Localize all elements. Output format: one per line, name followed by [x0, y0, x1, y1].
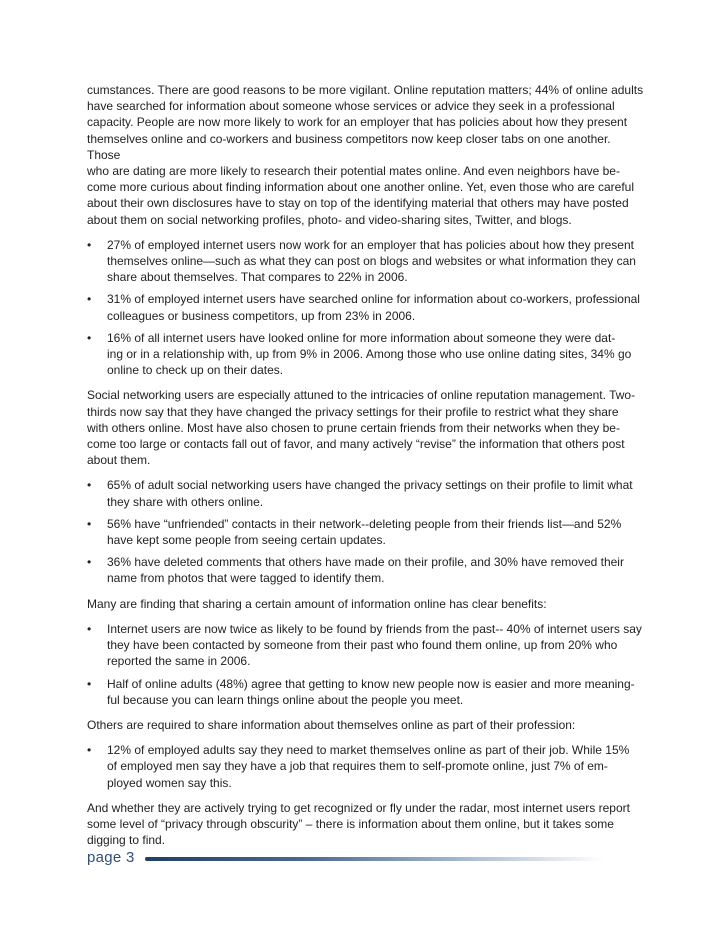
list-item-text: 36% have deleted comments that others have made on their profile, and 30% have removed their name from photos that were tagged to identify them. [107, 555, 624, 586]
bullet-list-2 [87, 477, 647, 586]
list-item-text: 31% of employed internet users have searched online for information about co-workers, professional colleagues or business competitors, up from 23% in 2006. [107, 292, 640, 323]
page-footer [87, 849, 647, 869]
list-item-text: Internet users are now twice as likely to be found by friends from the past-- 40% of internet users say they have been contacted by someone from their past who found them online, up from 20% who reported the same in 2006. [107, 621, 642, 669]
bullet-icon: • [87, 555, 92, 570]
list-item-text: 65% of adult social networking users have changed the privacy settings on their profile to limit what they share with others online. [107, 478, 633, 509]
list-item-text: 27% of employed internet users now work for an employer that has policies about how they present themselves online—such as what they can post on blogs and websites or what information they can share about themselves. That compares to 22% in 2006. [107, 237, 636, 285]
paragraph-4: Others are required to share information about themselves online as part of their profession: [87, 717, 576, 732]
list-item-text: 16% of all internet users have looked online for more information about someone they were dat- ing or in a relationship with, up from 9% in 2006. Among those who use online dating sites, 34% go online to check up on their dates. [107, 330, 632, 378]
paragraph-1: cumstances. There are good reasons to be more vigilant. Online reputation matters; 44% of online adults have searched for information about someone whose services or advice they seek in a professional capacity. People are now more likely to work for an employer that has policies about how they present themselves online and co-workers and business competitors now keep closer tabs on one another. Those who are dating are more likely to research their potential mates online. And even neighbors have be- come more curious about finding information about one another online. Yet, even those who are careful about their own disclosures have to stay on top of the identifying material that others may have posted about them on social networking profiles, photo- and video-sharing sites, Twitter, and blogs. [87, 83, 644, 227]
document-body [87, 82, 647, 857]
list-item [87, 742, 647, 791]
page-number: page 3 [87, 849, 135, 866]
list-item [87, 291, 647, 323]
list-item-text: 12% of employed adults say they need to market themselves online as part of their job. While 15% of employed men say they have a job that requires them to self-promote online, just 7% of em- ployed women say this. [107, 743, 630, 790]
list-item [87, 516, 647, 548]
bullet-icon: • [87, 237, 92, 252]
list-item [87, 477, 647, 509]
paragraph-2: Social networking users are especially attuned to the intricacies of online reputation management. Two- thirds now say that they have changed the privacy settings for their profile to restrict what they share with others online. Most have also chosen to prune certain friends from their networks when they be- come too large or contacts fall out of favor, and many actively “revise” the information that others post about them. [87, 388, 636, 468]
bullet-icon: • [87, 478, 92, 493]
list-item-text: 56% have “unfriended” contacts in their network--deleting people from their friends list—and 52% have kept some people from seeing certain updates. [107, 516, 622, 548]
list-item [87, 554, 647, 586]
bullet-list-4 [87, 742, 647, 791]
bullet-icon: • [87, 621, 92, 636]
bullet-list-1 [87, 237, 647, 379]
list-item [87, 237, 647, 286]
bullet-icon: • [87, 330, 92, 345]
list-item [87, 330, 647, 379]
bullet-icon: • [87, 516, 92, 531]
footer-divider [145, 857, 605, 861]
bullet-list-3 [87, 621, 647, 708]
list-item [87, 676, 647, 708]
paragraph-3: Many are finding that sharing a certain amount of information online has clear benefits: [87, 596, 547, 611]
bullet-icon: • [87, 676, 92, 691]
bullet-icon: • [87, 292, 92, 307]
list-item [87, 621, 647, 670]
list-item-text: Half of online adults (48%) agree that getting to know new people now is easier and more meaning- ful because you can learn things online about the people you meet. [107, 676, 635, 707]
bullet-icon: • [87, 743, 92, 758]
paragraph-5: And whether they are actively trying to get recognized or fly under the radar, most internet users report some level of “privacy through obscurity” – there is information about them online, but it takes some digging to find. [87, 800, 630, 848]
